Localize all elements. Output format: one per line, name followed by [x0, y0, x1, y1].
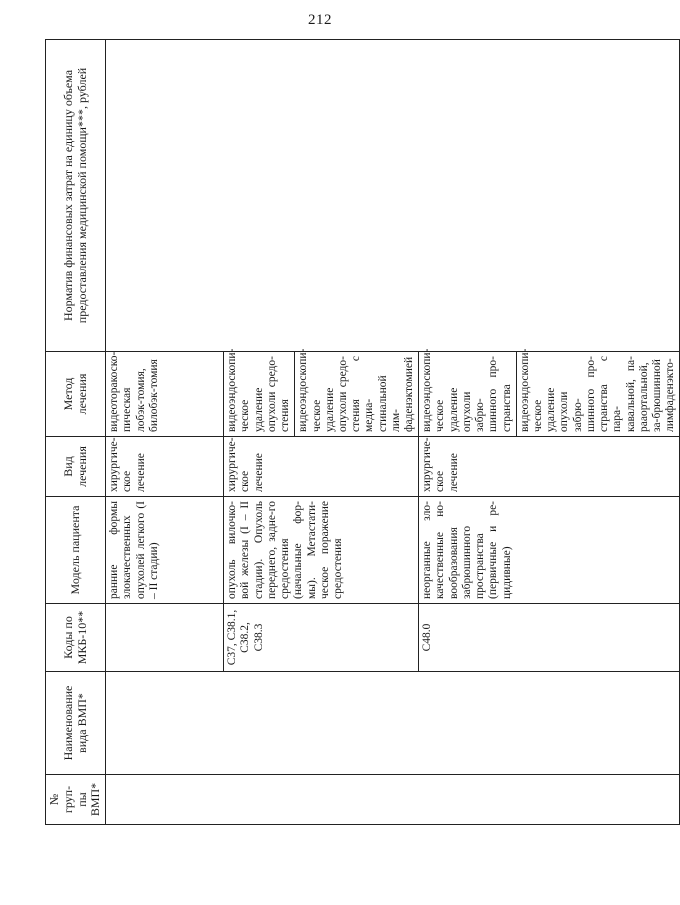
header-model: Модель пациента — [46, 497, 106, 604]
cell-type: хирургиче-ское лечение — [419, 437, 680, 497]
cell-model: неорганные зло-качественные но-вообразования забрюшинного пространства (первичные и ре-цидивные) — [419, 497, 680, 604]
header-name: Наименование вида ВМП* — [46, 672, 106, 775]
cell-group-no — [106, 775, 680, 825]
cell-method: видеоэндоскопи-ческое удаление опухоли средо-стения с медиа-стинальной лим-фаденэктомией — [295, 352, 419, 437]
cell-codes — [106, 604, 224, 672]
table-header-row — [46, 40, 106, 825]
header-cost: Норматив финансовых затрат на единицу объема предоставления медицинской помощи***, рублей — [46, 40, 106, 352]
rotated-table-container — [45, 40, 677, 825]
header-codes: Коды по МКБ-10** — [46, 604, 106, 672]
cell-codes: C48.0 — [419, 604, 680, 672]
table-row — [106, 40, 224, 825]
cell-model: опухоль вилочко-вой железы (I – II стадии). Опухоль переднего, задне-го средостения (начальные фор-мы). Метастати-ческое поражение средостения — [224, 497, 419, 604]
page-number: 212 — [308, 12, 332, 28]
header-group-no: № груп-пы ВМП* — [46, 775, 106, 825]
cell-type: хирургиче-ское лечение — [106, 437, 224, 497]
cell-method: видеоэндоскопи-ческое удаление опухоли забрю-шинного про-странства — [419, 352, 517, 437]
cell-method: видеоторакоско-пическая лобэк-томия, билобэк-томия — [106, 352, 224, 437]
header-type: Вид лечения — [46, 437, 106, 497]
cell-type: хирургиче-ское лечение — [224, 437, 419, 497]
cell-codes: C37, C38.1, C38.2, C38.3 — [224, 604, 419, 672]
cell-method: видеоэндоскопи-ческое удаление опухоли средо-стения — [224, 352, 295, 437]
cell-method: видеоэндоскопи-ческое удаление опухоли забрю-шинного про-странства с пара-кавальной, па-рааортальной, за-брюшинной лимфаденэкто- — [516, 352, 680, 437]
cell-cost — [106, 40, 680, 352]
cell-model: ранние формы злокачественных опухолей легкого (I – II стадии) — [106, 497, 224, 604]
cell-name — [106, 672, 680, 775]
medical-care-table — [45, 39, 680, 825]
header-method: Метод лечения — [46, 352, 106, 437]
